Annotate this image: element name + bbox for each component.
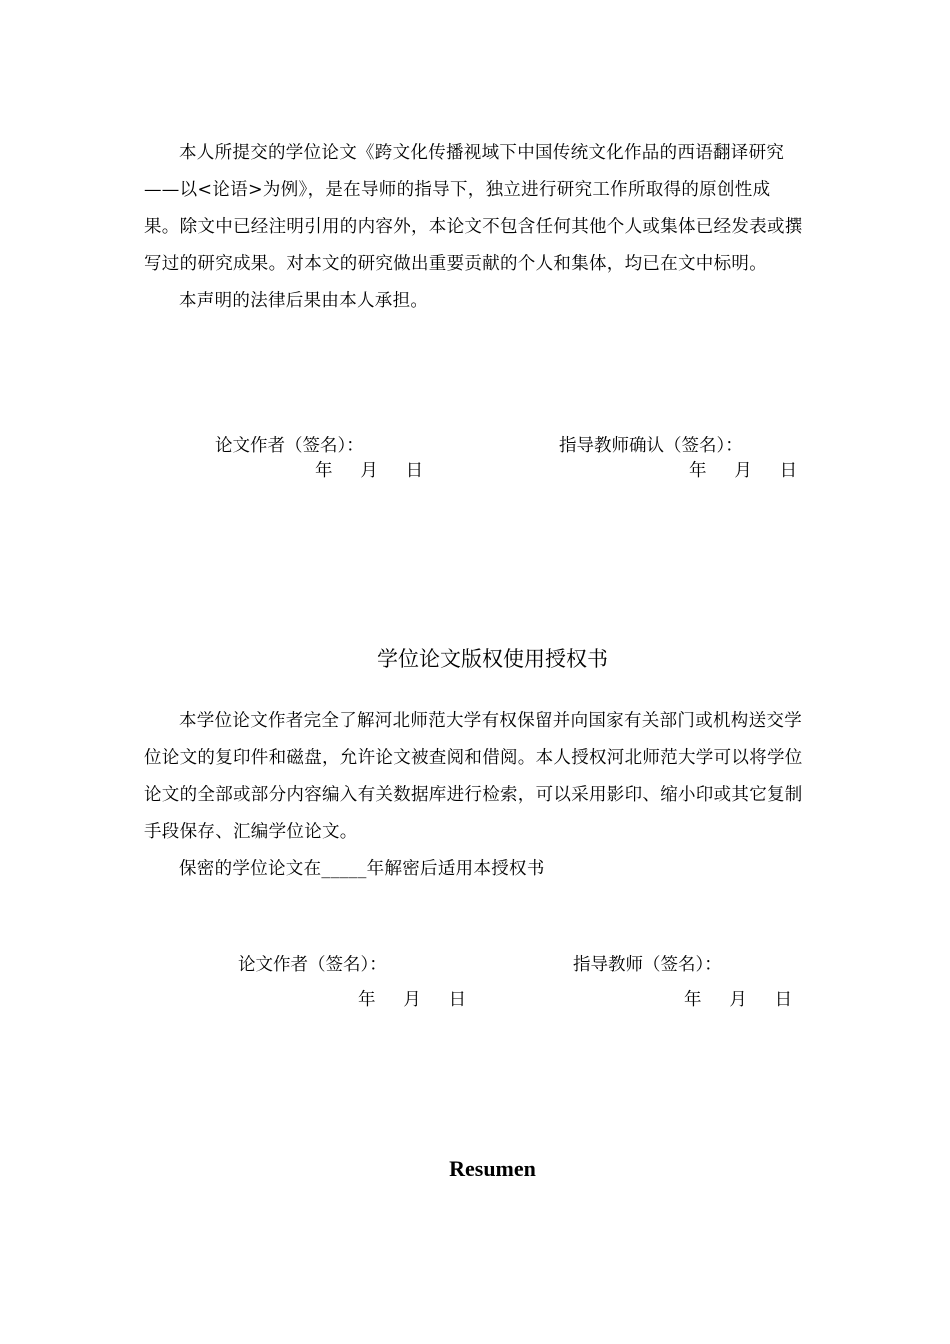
authorization-paragraph-1: 本学位论文作者完全了解河北师范大学有权保留并向国家有关部门或机构送交学位论文的复印件和磁盘，允许论文被查阅和借阅。本人授权河北师范大学可以将学位论文的全部或部分内容编入有关数据库进行检索，可以采用影印、缩小印或其它复制手段保存、汇编学位论文。 <box>144 711 803 842</box>
resumen-title: Resumen <box>449 1156 536 1181</box>
originality-declaration <box>144 135 804 320</box>
advisor-signature-label: 指导教师确认（签名）： <box>559 436 743 456</box>
advisor-date: 年 月 日 <box>689 461 798 481</box>
originality-paragraph-2: 本声明的法律后果由本人承担。 <box>179 291 429 311</box>
authorization-advisor-signature-label: 指导教师（签名）： <box>573 955 722 975</box>
author-signature-label: 论文作者（签名）： <box>215 436 364 456</box>
authorization-paragraph-2: 保密的学位论文在_____年解密后适用本授权书 <box>179 859 545 879</box>
authorization-author-signature-label: 论文作者（签名）： <box>238 955 387 975</box>
authorization-statement <box>144 703 804 888</box>
authorization-title: 学位论文版权使用授权书 <box>377 647 608 671</box>
author-date: 年 月 日 <box>315 461 424 481</box>
authorization-author-date: 年 月 日 <box>358 990 467 1010</box>
originality-paragraph-1: 本人所提交的学位论文《跨文化传播视域下中国传统文化作品的西语翻译研究——以<论语>为例》，是在导师的指导下，独立进行研究工作所取得的原创性成果。除文中已经注明引用的内容外，本论文不包含任何其他个人或集体已经发表或撰写过的研究成果。对本文的研究做出重要贡献的个人和集体，均已在文中标明。 <box>144 143 803 274</box>
authorization-advisor-date: 年 月 日 <box>684 990 793 1010</box>
